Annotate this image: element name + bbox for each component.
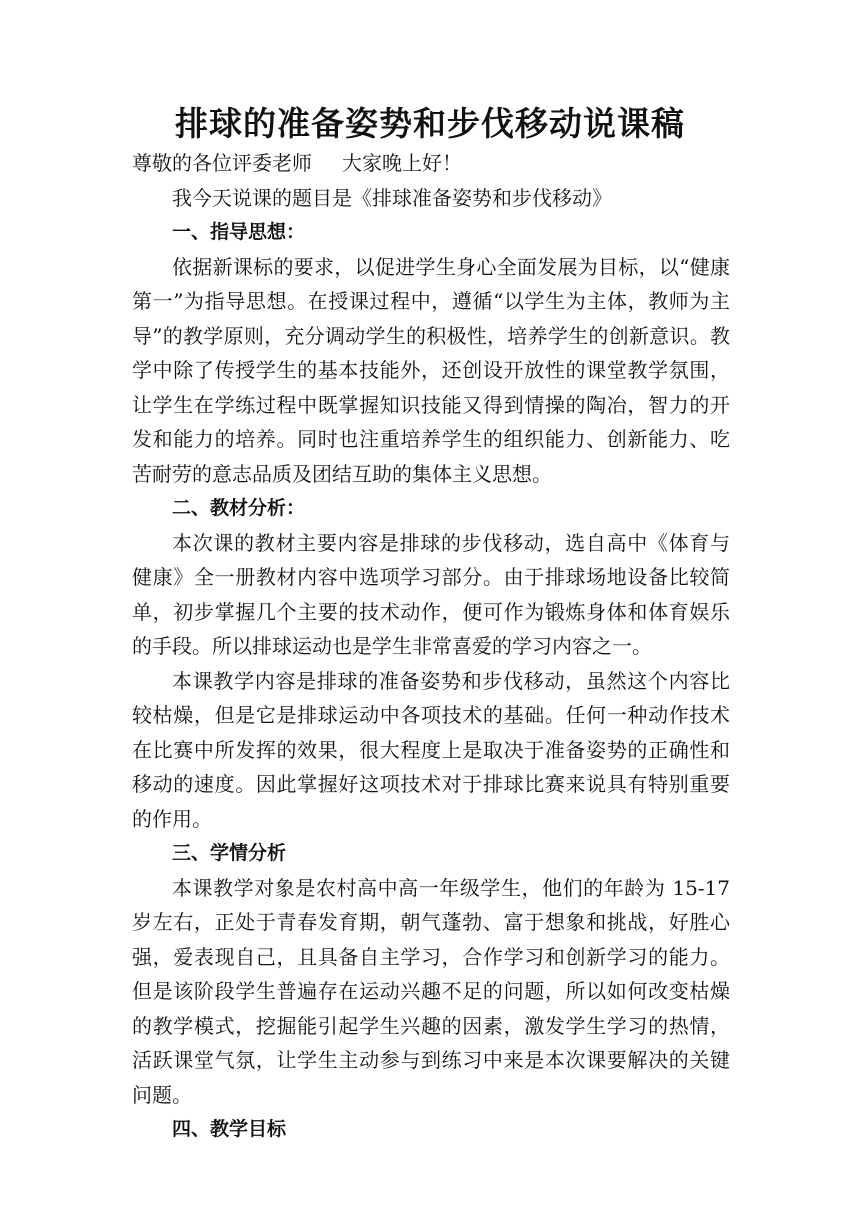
paragraph-material-analysis-2: 本课教学内容是排球的准备姿势和步伐移动，虽然这个内容比较枯燥，但是它是排球运动中各项技术的基础。任何一种动作技术在比赛中所发挥的效果，很大程度上是取决于准备姿势的正确性和移动的速度。因此掌握好这项技术对于排球比赛来说具有特别重要的作用。	[132, 668, 730, 831]
intro-paragraph: 我今天说课的题目是《排球准备姿势和步伐移动》	[172, 185, 612, 210]
greeting-line	[132, 146, 730, 181]
document-body	[132, 146, 730, 1147]
section-heading-teaching-objectives: 四、教学目标	[172, 1118, 287, 1140]
paragraph-material-analysis-1: 本次课的教材主要内容是排球的步伐移动，选自高中《体育与健康》全一册教材内容中选项学习部分。由于排球场地设备比较简单，初步掌握几个主要的技术动作，便可作为锻炼身体和体育娱乐的手段。所以排球运动也是学生非常喜爱的学习内容之一。	[132, 530, 730, 658]
paragraph-guiding-thought: 依据新课标的要求，以促进学生身心全面发展为目标，以“健康第一”为指导思想。在授课过程中，遵循“以学生为主体，教师为主导”的教学原则，充分调动学生的积极性，培养学生的创新意识。教学中除了传授学生的基本技能外，还创设开放性的课堂教学氛围，让学生在学练过程中既掌握知识技能又得到情操的陶冶，智力的开发和能力的培养。同时也注重培养学生的组织能力、创新能力、吃苦耐劳的意志品质及团结互助的集体主义思想。	[132, 254, 730, 486]
section-heading-learner-analysis: 三、学情分析	[172, 842, 287, 864]
greeting-addressee: 尊敬的各位评委老师	[132, 151, 312, 175]
paragraph-learner-analysis: 本课教学对象是农村高中高一年级学生，他们的年龄为 15-17 岁左右，正处于青春发育期，朝气蓬勃、富于想象和挑战，好胜心强，爱表现自己，且具备自主学习，合作学习和创新学习的能力。但是该阶段学生普遍存在运动兴趣不足的问题，所以如何改变枯燥的教学模式，挖掘能引起学生兴趣的因素，激发学生学习的热情，活跃课堂气氛，让学生主动参与到练习中来是本次课要解决的关键问题。	[132, 875, 730, 1107]
section-heading-material-analysis: 二、教材分析：	[172, 497, 306, 519]
section-heading-guiding-thought: 一、指导思想：	[172, 221, 306, 243]
document-title: 排球的准备姿势和步伐移动说课稿	[175, 104, 685, 143]
greeting-salutation: 大家晚上好！	[342, 151, 462, 175]
